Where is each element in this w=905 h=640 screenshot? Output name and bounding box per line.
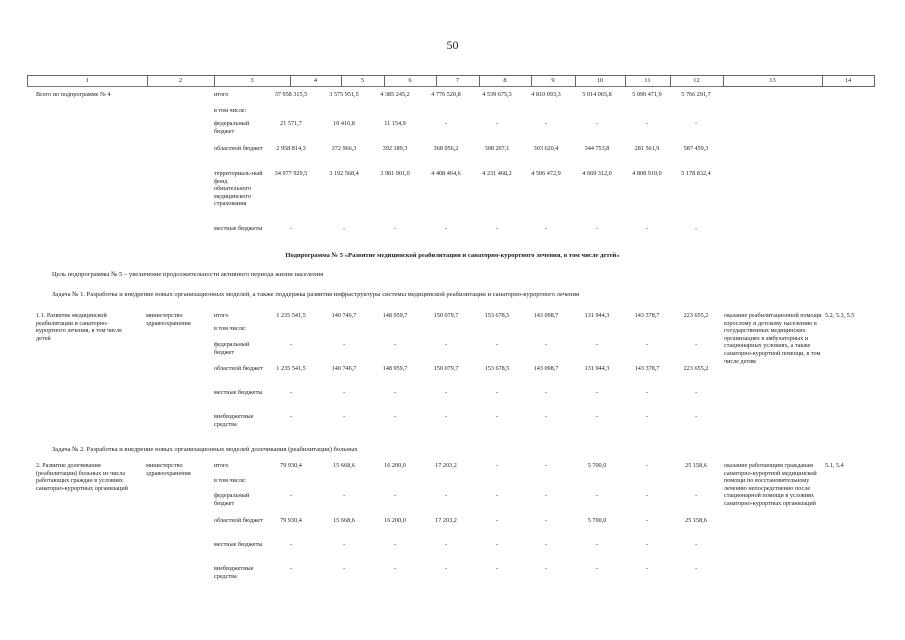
- value-cell: -: [289, 225, 293, 232]
- value-cell: 392 189,3: [382, 145, 408, 152]
- value-cell: -: [495, 462, 499, 469]
- value-cell: -: [289, 341, 293, 348]
- source-label: областной бюджет: [214, 365, 263, 372]
- value-cell: -: [495, 389, 499, 396]
- value-cell: -: [544, 225, 548, 232]
- value-cell: -: [393, 389, 397, 396]
- value-cell: -: [444, 120, 448, 127]
- value-cell: -: [444, 389, 448, 396]
- source-label: местные бюджеты: [214, 541, 263, 548]
- value-cell: -: [495, 541, 499, 548]
- column-header: 7: [436, 76, 480, 86]
- measure-name: 2. Развитие долечивания (реабилитации) больных из числа работающих граждан в условиях санаторно-курортных организаций: [36, 462, 128, 492]
- value-cell: 16 200,0: [384, 462, 406, 469]
- value-cell: -: [694, 492, 698, 499]
- value-cell: 10 416,8: [333, 120, 355, 127]
- value-cell: 79 930,4: [280, 517, 302, 524]
- value-cell: 4 808 910,0: [632, 170, 662, 177]
- value-cell: -: [393, 341, 397, 348]
- value-cell: -: [645, 413, 649, 420]
- value-cell: 4 539 675,3: [482, 91, 512, 98]
- value-cell: -: [544, 462, 548, 469]
- value-cell: 4 506 472,9: [531, 170, 561, 177]
- value-cell: 5 700,0: [587, 517, 607, 524]
- value-cell: 344 753,8: [584, 145, 610, 152]
- column-header: 3: [214, 76, 291, 86]
- value-cell: -: [645, 492, 649, 499]
- source-label: в том числе:: [214, 477, 247, 484]
- value-cell: -: [645, 120, 649, 127]
- executor: министерство здравоохранения: [146, 312, 191, 327]
- value-cell: -: [645, 517, 649, 524]
- source-label: федеральный бюджет: [214, 120, 250, 135]
- value-cell: -: [342, 492, 346, 499]
- source-label: местные бюджеты: [214, 389, 263, 396]
- value-cell: -: [495, 565, 499, 572]
- value-cell: 11 154,9: [384, 120, 406, 127]
- value-cell: -: [342, 541, 346, 548]
- column-header: 4: [290, 76, 342, 86]
- value-cell: -: [595, 413, 599, 420]
- value-cell: -: [694, 565, 698, 572]
- source-label: областной бюджет: [214, 517, 263, 524]
- source-label: итого: [214, 462, 229, 469]
- value-cell: -: [393, 225, 397, 232]
- value-cell: -: [544, 389, 548, 396]
- value-cell: 143 098,7: [533, 365, 559, 372]
- value-cell: 5 178 832,4: [681, 170, 711, 177]
- value-cell: -: [694, 389, 698, 396]
- value-cell: -: [544, 120, 548, 127]
- value-cell: 3 192 568,4: [329, 170, 359, 177]
- subprogram-goal: Цель подпрограммы № 5 – увеличение продолжительности активного периода жизни населения: [52, 271, 324, 278]
- value-cell: -: [645, 462, 649, 469]
- measure-name: 1.1. Развитие медицинской реабилитации и санаторно-курортного лечения, в том числе детей: [36, 312, 122, 342]
- header-underline: [27, 86, 722, 87]
- value-cell: 150 079,7: [433, 312, 459, 319]
- value-cell: -: [645, 541, 649, 548]
- task-2-heading: Задача № 2. Разработка и внедрение новых организационных моделей долечивания (реабилитации) больных: [52, 446, 358, 453]
- source-label: внебюджетные средства: [214, 565, 254, 580]
- source-label: итого: [214, 312, 229, 319]
- source-label: федеральный бюджет: [214, 341, 250, 356]
- value-cell: 308 207,1: [484, 145, 510, 152]
- column-header: 10: [575, 76, 626, 86]
- indicator-links: 5.1, 5.4: [825, 462, 844, 469]
- value-cell: 15 668,6: [333, 517, 355, 524]
- value-cell: -: [544, 565, 548, 572]
- value-cell: -: [495, 225, 499, 232]
- value-cell: 5 700,0: [587, 462, 607, 469]
- value-cell: -: [694, 225, 698, 232]
- column-header: 14: [844, 77, 852, 84]
- value-cell: 4 776 520,8: [431, 91, 461, 98]
- source-label: областной бюджет: [214, 145, 263, 152]
- value-cell: -: [393, 492, 397, 499]
- value-cell: -: [495, 120, 499, 127]
- value-cell: -: [595, 225, 599, 232]
- value-cell: -: [595, 389, 599, 396]
- column-header: 2: [147, 76, 215, 86]
- value-cell: 140 746,7: [331, 312, 357, 319]
- value-cell: 4 408 464,6: [431, 170, 461, 177]
- value-cell: 223 655,2: [683, 312, 709, 319]
- value-cell: 5 766 291,7: [681, 91, 711, 98]
- value-cell: -: [595, 541, 599, 548]
- value-cell: -: [595, 492, 599, 499]
- value-cell: 140 746,7: [331, 365, 357, 372]
- value-cell: 3 981 901,0: [380, 170, 410, 177]
- value-cell: 5 090 471,9: [632, 91, 662, 98]
- value-cell: -: [393, 565, 397, 572]
- value-cell: 223 655,2: [683, 365, 709, 372]
- value-cell: -: [694, 413, 698, 420]
- value-cell: -: [544, 492, 548, 499]
- source-label: федеральный бюджет: [214, 492, 250, 507]
- column-header: 12: [670, 76, 724, 86]
- value-cell: 372 966,3: [331, 145, 357, 152]
- indicator-links: 5.2, 5.3, 5.5: [825, 312, 855, 319]
- value-cell: -: [495, 413, 499, 420]
- value-cell: -: [444, 541, 448, 548]
- value-cell: 4 231 468,2: [482, 170, 512, 177]
- value-cell: -: [289, 492, 293, 499]
- value-cell: 37 958 315,5: [274, 91, 308, 98]
- value-cell: 79 930,4: [280, 462, 302, 469]
- source-label: в том числе:: [214, 107, 247, 114]
- executor: министерство здравоохранения: [146, 462, 191, 477]
- page-number: 50: [446, 38, 459, 52]
- value-cell: 1 235 541,5: [276, 312, 306, 319]
- value-cell: 148 959,7: [382, 365, 408, 372]
- value-cell: -: [342, 565, 346, 572]
- value-cell: -: [393, 413, 397, 420]
- column-header: 8: [479, 76, 532, 86]
- column-header: 1: [28, 76, 148, 86]
- value-cell: 281 561,9: [634, 145, 660, 152]
- column-header: 9: [531, 76, 576, 86]
- value-cell: 131 944,3: [584, 312, 610, 319]
- value-cell: -: [645, 389, 649, 396]
- value-cell: -: [595, 341, 599, 348]
- value-cell: 303 620,4: [533, 145, 559, 152]
- value-cell: -: [444, 492, 448, 499]
- value-cell: 587 459,3: [683, 145, 709, 152]
- value-cell: -: [544, 413, 548, 420]
- value-cell: 21 571,7: [280, 120, 302, 127]
- value-cell: 17 203,2: [435, 462, 457, 469]
- value-cell: 153 678,5: [484, 312, 510, 319]
- value-cell: 143 378,7: [634, 312, 660, 319]
- value-cell: -: [444, 341, 448, 348]
- value-cell: 25 158,6: [685, 517, 707, 524]
- value-cell: 1 235 541,5: [276, 365, 306, 372]
- value-cell: -: [289, 541, 293, 548]
- value-cell: 131 944,3: [584, 365, 610, 372]
- total-label: Всего по подпрограмме № 4: [36, 91, 111, 98]
- value-cell: -: [289, 389, 293, 396]
- value-cell: 4 385 245,2: [380, 91, 410, 98]
- expected-result: оказание работающим гражданам санаторно-курортной медицинской помощи по восстановительному лечению непосредственно после стационарной помощи в условиях санаторно-курортных организаций: [724, 462, 817, 507]
- value-cell: -: [544, 341, 548, 348]
- value-cell: -: [393, 541, 397, 548]
- value-cell: 3 575 951,5: [329, 91, 359, 98]
- value-cell: -: [495, 517, 499, 524]
- value-cell: -: [645, 565, 649, 572]
- value-cell: 368 056,2: [433, 145, 459, 152]
- value-cell: 143 098,7: [533, 312, 559, 319]
- value-cell: -: [444, 225, 448, 232]
- source-label: внебюджетные средства: [214, 413, 254, 428]
- expected-result: оказание реабилитационной помощи взрослому и детскому населению в государственных медицинских организациях в амбулаторных и стационарных условиях, а также санаторно-курортной помощи, в том числе детям: [724, 312, 822, 365]
- value-cell: 34 977 929,5: [274, 170, 308, 177]
- value-cell: -: [342, 225, 346, 232]
- value-cell: 25 158,6: [685, 462, 707, 469]
- value-cell: -: [595, 120, 599, 127]
- source-label: местные бюджеты: [214, 225, 263, 232]
- value-cell: 4 810 093,3: [531, 91, 561, 98]
- task-1-heading: Задача № 1. Разработка и внедрение новых организационных моделей, а также поддержка развития инфраструктуры системы медицинской реабилитации и санаторно-курортного лечения: [52, 291, 580, 298]
- value-cell: -: [694, 341, 698, 348]
- value-cell: 148 959,7: [382, 312, 408, 319]
- column-header: 11: [625, 76, 671, 86]
- value-cell: -: [342, 389, 346, 396]
- value-cell: -: [495, 492, 499, 499]
- value-cell: -: [444, 565, 448, 572]
- value-cell: -: [342, 413, 346, 420]
- value-cell: 4 669 312,0: [582, 170, 612, 177]
- value-cell: -: [544, 541, 548, 548]
- value-cell: -: [645, 341, 649, 348]
- column-header: 6: [384, 76, 437, 86]
- value-cell: -: [289, 413, 293, 420]
- column-header: 13: [723, 76, 823, 86]
- value-cell: -: [495, 341, 499, 348]
- value-cell: -: [544, 517, 548, 524]
- column-header: 5: [341, 76, 385, 86]
- value-cell: -: [444, 413, 448, 420]
- value-cell: -: [289, 565, 293, 572]
- value-cell: 153 678,5: [484, 365, 510, 372]
- value-cell: -: [694, 541, 698, 548]
- value-cell: 2 958 814,3: [276, 145, 306, 152]
- value-cell: -: [694, 120, 698, 127]
- value-cell: 143 378,7: [634, 365, 660, 372]
- source-label: итого: [214, 91, 229, 98]
- value-cell: 17 203,2: [435, 517, 457, 524]
- value-cell: 16 200,0: [384, 517, 406, 524]
- source-label: в том числе:: [214, 325, 247, 332]
- value-cell: 15 668,6: [333, 462, 355, 469]
- value-cell: -: [645, 225, 649, 232]
- value-cell: 150 079,7: [433, 365, 459, 372]
- value-cell: 5 014 065,8: [582, 91, 612, 98]
- value-cell: -: [342, 341, 346, 348]
- subprogram-title: Подпрограмма № 5 «Развитие медицинской реабилитации и санаторно-курортного лечения, в том числе детей»: [285, 252, 620, 259]
- source-label: территориаль-ный фонд обязательного медицинского страхования: [214, 170, 263, 208]
- value-cell: -: [595, 565, 599, 572]
